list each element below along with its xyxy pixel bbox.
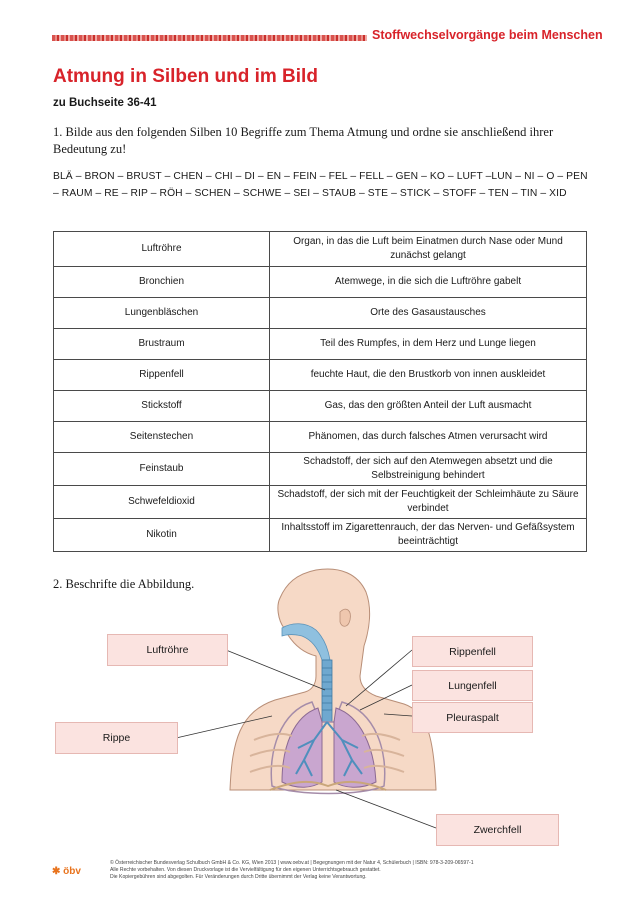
label-parietal-pleura: Rippenfell	[412, 636, 533, 667]
trachea	[322, 660, 332, 722]
task-2-instruction: 2. Beschrifte die Abbildung.	[53, 577, 195, 591]
term-cell: Feinstaub	[54, 453, 270, 486]
table-row	[54, 422, 587, 453]
definition-cell: Gas, das den größten Anteil der Luft ausmacht	[270, 391, 587, 422]
term-cell: Brustraum	[54, 329, 270, 360]
copyright-footer	[110, 860, 610, 881]
body-outline	[230, 569, 436, 790]
header-title: Stoffwechselvorgänge beim Menschen	[372, 28, 603, 42]
table-row	[54, 298, 587, 329]
publisher-logo: ✱ öbv	[52, 866, 81, 877]
copyright-line: Die Kopiergebühren sind abgegolten. Für Veränderungen durch Dritte übernimmt der Verlag keine Verantwortung.	[110, 874, 367, 880]
label-diaphragm: Zwerchfell	[436, 814, 559, 846]
definition-cell: Orte des Gasaustausches	[270, 298, 587, 329]
table-row	[54, 232, 587, 267]
term-cell: Seitenstechen	[54, 422, 270, 453]
term-cell: Schwefeldioxid	[54, 486, 270, 519]
table-row	[54, 486, 587, 519]
copyright-line: © Österreichischer Bundesverlag Schulbuch GmbH & Co. KG, Wien 2013 | www.oebv.at | Begegnungen mit der Natur 4, Schülerbuch | ISBN: 978-3-209-06597-1	[110, 860, 474, 866]
definition-cell: feuchte Haut, die den Brustkorb von innen auskleidet	[270, 360, 587, 391]
term-cell: Nikotin	[54, 519, 270, 552]
syllable-list: BLÄ – BRON – BRUST – CHEN – CHI – DI – EN – FEIN – FEL – FELL – GEN – KO – LUFT –LUN – NI – O – PEN – RAUM – RE – RIP – RÖH – SCHEN – SCHWE – SEI – STAUB – STE – STICK – STOFF – TEN – TIN – XID	[53, 171, 588, 199]
definition-cell: Inhaltsstoff im Zigarettenrauch, der das Nerven- und Gefäßsystem beeinträchtigt	[270, 519, 587, 552]
table-row	[54, 453, 587, 486]
term-cell: Luftröhre	[54, 232, 270, 267]
term-cell: Rippenfell	[54, 360, 270, 391]
table-row	[54, 360, 587, 391]
label-rib: Rippe	[55, 722, 178, 754]
ear	[340, 609, 350, 626]
header-decoration-bar	[52, 35, 367, 41]
definition-cell: Phänomen, das durch falsches Atmen verursacht wird	[270, 422, 587, 453]
term-cell: Lungenbläschen	[54, 298, 270, 329]
respiratory-system-illustration	[0, 560, 640, 850]
table-row	[54, 329, 587, 360]
term-cell: Bronchien	[54, 267, 270, 298]
term-cell: Stickstoff	[54, 391, 270, 422]
answer-table	[53, 231, 587, 552]
label-visceral-pleura: Lungenfell	[412, 670, 533, 701]
definition-cell: Schadstoff, der sich mit der Feuchtigkeit der Schleimhäute zu Säure verbindet	[270, 486, 587, 519]
table-row	[54, 267, 587, 298]
copyright-line: Alle Rechte vorbehalten. Von diesen Druckvorlage ist die Vervielfältigung für den eigenen Unterrichtsgebrauch gestattet.	[110, 867, 381, 873]
definition-cell: Atemwege, in die sich die Luftröhre gabelt	[270, 267, 587, 298]
definition-cell: Organ, in das die Luft beim Einatmen durch Nase oder Mund zunächst gelangt	[270, 232, 587, 267]
definition-cell: Teil des Rumpfes, in dem Herz und Lunge liegen	[270, 329, 587, 360]
definition-cell: Schadstoff, der sich auf den Atemwegen absetzt und die Selbstreinigung behindert	[270, 453, 587, 486]
label-trachea: Luftröhre	[107, 634, 228, 666]
label-pleural-cavity: Pleuraspalt	[412, 702, 533, 733]
table-row	[54, 391, 587, 422]
page-subtitle: zu Buchseite 36-41	[53, 97, 157, 109]
table-row	[54, 519, 587, 552]
page-title: Atmung in Silben und im Bild	[53, 66, 318, 87]
task-1-instruction: 1. Bilde aus den folgenden Silben 10 Begriffe zum Thema Atmung und ordne sie anschließend ihrer Bedeutung zu!	[53, 125, 554, 156]
